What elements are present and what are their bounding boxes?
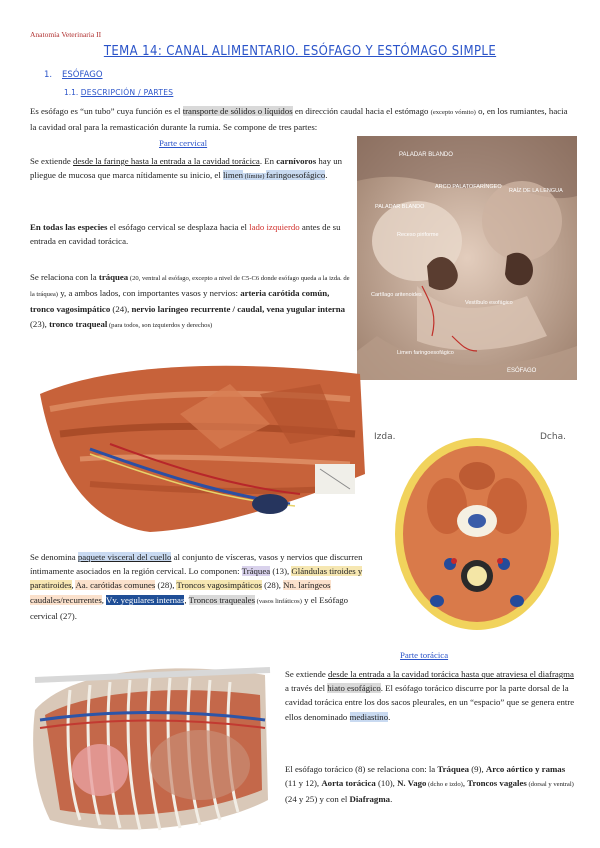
section-number: 1.: [44, 70, 53, 80]
small-note: (vasos linfáticos): [255, 597, 302, 605]
bold-traquea: tráquea: [98, 272, 129, 282]
text: ,: [71, 580, 76, 591]
text: (23),: [30, 318, 50, 329]
neck-anatomy-illustration: [30, 354, 372, 536]
text: . El esófago torácico discurre por la parte dorsal de la cavidad torácica entre los dos sacos pleurales, en un “espacio” que se genera entre ellos denominado: [285, 683, 575, 722]
bold-n-vago: N. Vago: [397, 778, 427, 789]
photo-label: ARCO PALATOFARÍNGEO: [435, 184, 502, 190]
underlined-extent: desde la faringe hasta la entrada a la cavidad torácica: [73, 156, 260, 166]
section-label: ESÓFAGO: [62, 70, 103, 80]
highlight-troncos-traqueales: Troncos traqueales: [188, 594, 256, 605]
text: hay un pliegue de mucosa que marca nítidamente su inicio, el: [30, 156, 343, 181]
underlined-extent: desde la entrada a la cavidad torácica hasta que atraviesa el diafragma: [328, 669, 574, 679]
bold-carnivoros: carnívoros: [276, 156, 317, 166]
pharynx-photo: [357, 136, 577, 380]
highlight-yegulares: Vv. yegulares internas: [106, 594, 185, 605]
text: antes de su entrada en cavidad torácica.: [30, 222, 341, 247]
small-note: (20, ventral al esófago, excepto a nivel de C5-C6 donde esófago queda a la izda. de la tráquea): [30, 275, 350, 299]
bold-nervio: nervio laríngeo recurrente / caudal, vena yugular interna: [131, 304, 346, 315]
text: .: [388, 711, 391, 722]
toracica-paragraph-1: [285, 667, 577, 724]
highlight-carotidas: Aa. carótidas comunes: [75, 580, 156, 591]
subsection-label: DESCRIPCIÓN / PARTES: [80, 88, 174, 97]
document-header: Anatomía Veterinaria II: [30, 30, 102, 39]
text: (28),: [261, 580, 284, 591]
subsection-number: 1.1.: [64, 88, 79, 97]
thoracic-anatomy-illustration: [30, 650, 272, 840]
neck-cross-section: [392, 436, 562, 632]
bold-traquea: Tráquea: [437, 764, 470, 774]
cervical-paragraph-1: [30, 154, 348, 184]
text: y el Esófago cervical (27).: [30, 594, 349, 621]
section-heading-esofago: [44, 70, 103, 80]
text: (10),: [375, 778, 398, 789]
text: Se extiende: [30, 156, 73, 166]
photo-label: RAÍZ DE LA LENGUA: [509, 188, 563, 194]
text: ,: [462, 778, 468, 789]
text: (13),: [270, 566, 292, 577]
small-note: (para todos, son izquierdos y derechos): [107, 321, 213, 329]
text: al conjunto de vísceras, vasos y nervios que discurren íntimamente asociados en la región cervical. Lo componen:: [30, 552, 363, 577]
text: (24 y 25) y con el: [285, 794, 350, 805]
toracica-paragraph-2: [285, 762, 577, 807]
photo-label: ESÓFAGO: [507, 368, 537, 374]
highlight-vagosimpaticos: Troncos vagosimpáticos: [176, 580, 262, 591]
intro-text: Es esófago es “un tubo” cuya función es el: [30, 106, 183, 116]
text: Se denomina: [30, 552, 78, 562]
photo-label: Vestíbulo esofágico: [465, 300, 513, 306]
bold-diafragma: Diafragma: [349, 794, 391, 805]
highlight-paquete-visceral: paquete visceral del cuello: [77, 552, 172, 562]
heading-parte-cervical: Parte cervical: [159, 138, 208, 148]
text: ,: [101, 594, 107, 605]
photo-label: PALADAR BLANDO: [375, 204, 425, 210]
highlight-traquea: Tráquea: [241, 566, 271, 577]
text: (28),: [155, 580, 177, 591]
highlight-laringeos: Nn. laríngeos caudales/recurrentes: [30, 580, 331, 605]
highlight-hiato: hiato esofágico: [327, 683, 381, 694]
text: Se extiende: [285, 669, 328, 679]
bold-todas-especies: En todas las especies: [30, 222, 108, 232]
text: El esófago torácico (8) se relaciona con: la: [285, 764, 438, 774]
highlight-mediastino: mediastino: [349, 711, 389, 722]
highlight-glandulas: Glándulas tiroides y paratiroides: [30, 566, 363, 591]
intro-text: en dirección caudal hacia el estómago: [292, 106, 431, 116]
highlight-limen: limen: [222, 170, 244, 181]
bold-arteria: arteria carótida común, tronco vagosimpático: [30, 288, 330, 315]
paquete-visceral-paragraph: [30, 550, 375, 623]
text: .: [390, 794, 393, 805]
intro-text: o, en los rumiantes, hacia la cavidad oral para la remasticación durante la rumia. Se compone de tres partes:: [30, 106, 568, 133]
label-left: Izda.: [374, 432, 396, 442]
text: el esófago cervical se desplaza hacia el: [107, 222, 250, 232]
photo-label: Cartílago aritenoides: [371, 292, 422, 298]
text: Se relaciona con la: [30, 272, 99, 282]
text: .: [325, 170, 328, 181]
heading-parte-toracica: Parte torácica: [400, 650, 449, 660]
cervical-paragraph-3: [30, 270, 352, 333]
photo-label: PALADAR BLANDO: [399, 152, 453, 158]
text: a través del: [285, 683, 328, 694]
small-note: (dorsal y ventral): [526, 781, 574, 789]
cervical-paragraph-2: [30, 220, 348, 248]
photo-label: Limen faringoesofágico: [397, 350, 454, 356]
small-limite: (límite): [243, 173, 267, 181]
bold-aorta-toracica: Aorta torácica: [321, 778, 376, 789]
label-right: Dcha.: [540, 432, 566, 442]
intro-highlight-transporte: transporte de sólidos o líquidos: [182, 106, 293, 116]
highlight-faringoesofagico: faringoesofágico: [266, 170, 326, 181]
bold-tronco-traqueal: tronco traqueal: [49, 318, 108, 329]
text: ,: [184, 594, 189, 605]
red-lado-izquierdo: lado izquierdo: [249, 222, 300, 232]
intro-small-note: (excepto vómito): [430, 109, 476, 116]
text: (24),: [110, 304, 132, 315]
intro-paragraph: [30, 104, 575, 134]
text: y, a ambos lados, con importantes vasos y nervios:: [58, 288, 241, 299]
small-note: (dcho e izdo): [426, 781, 463, 789]
photo-label: Receso piriforme: [397, 232, 439, 238]
subsection-heading-descripcion: [64, 88, 173, 97]
bold-arco-aortico: Arco aórtico y ramas: [485, 764, 566, 774]
text: (11 y 12),: [285, 778, 322, 789]
bold-troncos-vagales: Troncos vagales: [467, 778, 527, 789]
page-title: TEMA 14: CANAL ALIMENTARIO. ESÓFAGO Y ESTÓMAGO SIMPLE: [103, 44, 497, 59]
text: . En: [259, 156, 277, 166]
text: (9),: [469, 764, 486, 774]
